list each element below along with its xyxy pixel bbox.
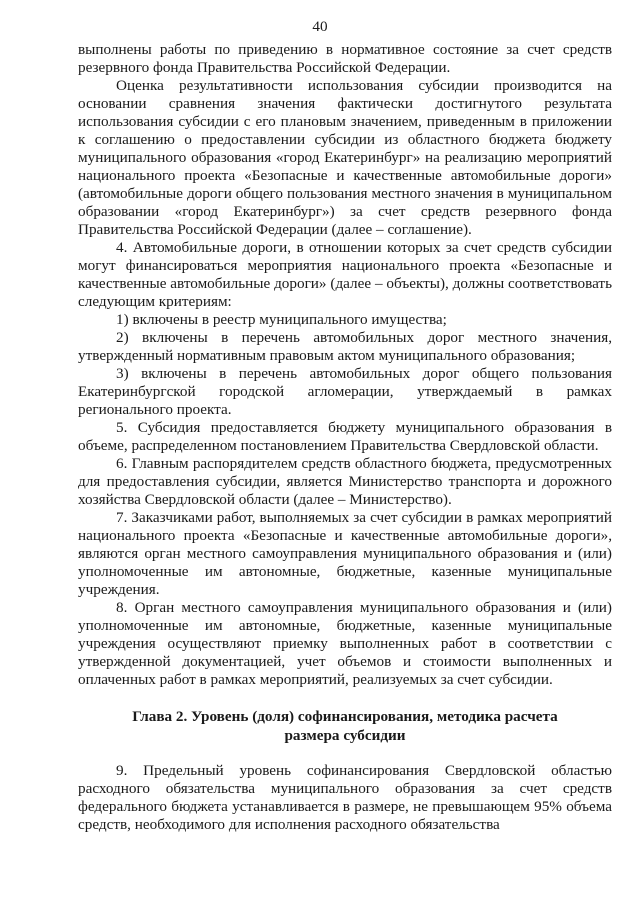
chapter-heading-line-1: Глава 2. Уровень (доля) софинансирования, методика расчета (132, 708, 558, 725)
criterion-1: 1) включены в реестр муниципального имущества; (116, 311, 447, 328)
criterion-2: 2) включены в перечень автомобильных дорог местного значения, утвержденный нормативным правовым актом муниципального образования; (78, 329, 612, 364)
document-body (78, 41, 612, 834)
paragraph-6: 6. Главным распорядителем средств областного бюджета, предусмотренных для предоставления субсидии, является Министерство транспорта и дорожного хозяйства Свердловской области (далее – Министерство). (78, 455, 612, 508)
criterion-3: 3) включены в перечень автомобильных дорог общего пользования Екатеринбургской городской агломерации, утверждаемый в рамках регионального проекта. (78, 365, 612, 418)
paragraph-7: 7. Заказчиками работ, выполняемых за счет субсидии в рамках мероприятий национального проекта «Безопасные и качественные автомобильные дороги», являются орган местного самоуправления муниципального образования и (или) уполномоченные им автономные, бюджетные, казенные муниципальные учреждения. (78, 509, 612, 598)
paragraph-9: 9. Предельный уровень софинансирования Свердловской областью расходного обязательства муниципального образования за счет средств федерального бюджета устанавливается в размере, не превышающем 95% объема средств, необходимого для исполнения расходного обязательства (78, 762, 612, 833)
chapter-heading-line-2: размера субсидии (284, 727, 406, 744)
chapter-heading (78, 707, 612, 745)
paragraph-evaluation: Оценка результативности использования субсидии производится на основании сравнения значения фактически достигнутого результата использования субсидии с его плановым значением, приведенным в приложении к соглашению о предоставлении субсидии из областного бюджета бюджету муниципального образования «город Екатеринбург» на реализацию мероприятий национального проекта «Безопасные и качественные автомобильные дороги» (автомобильные дороги общего пользования местного значения в муниципальном образовании «город Екатеринбург») за счет средств резервного фонда Правительства Российской Федерации (далее – соглашение). (78, 77, 612, 238)
paragraph-4: 4. Автомобильные дороги, в отношении которых за счет средств субсидии могут финансироваться мероприятия национального проекта «Безопасные и качественные автомобильные дороги» (далее – объекты), должны соответствовать следующим критериям: (78, 239, 612, 310)
page-number: 40 (312, 18, 328, 35)
paragraph-5: 5. Субсидия предоставляется бюджету муниципального образования в объеме, распределенном постановлением Правительства Свердловской области. (78, 419, 612, 454)
paragraph-continuation: выполнены работы по приведению в нормативное состояние за счет средств резервного фонда Правительства Российской Федерации. (78, 41, 612, 76)
paragraph-8: 8. Орган местного самоуправления муниципального образования и (или) уполномоченные им автономные, бюджетные, казенные муниципальные учреждения осуществляют приемку выполненных работ в соответствии с утвержденной документацией, учет объемов и стоимости выполненных и оплаченных работ в рамках мероприятий, реализуемых за счет субсидии. (78, 599, 612, 688)
